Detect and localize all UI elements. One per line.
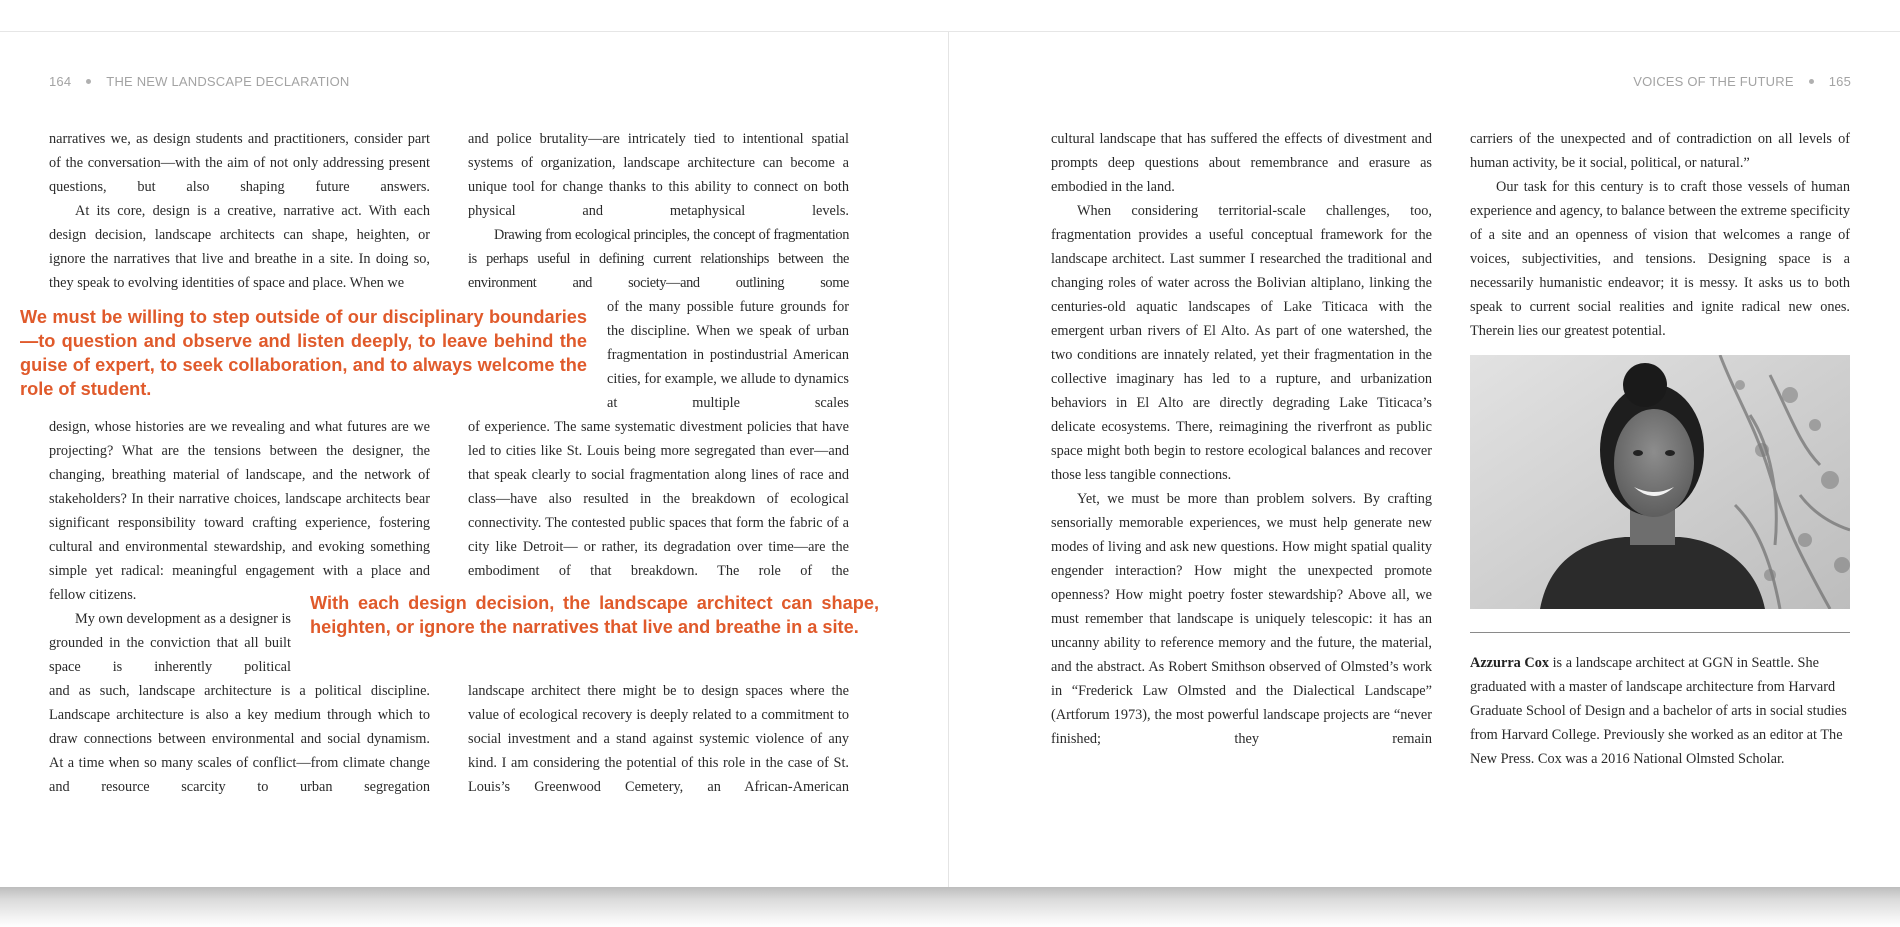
left-col2-para-d: of experience. The same systematic divestment policies that have led to cities like St. Louis being more segregated than ever—and that speak clearly to social fragmentation along lines of race and class—have also resulted in the breakdown of ecological connectivity. The contested public spaces that form the fabric of a city like Detroit— or rather, its degradation over time—are the embodiment of that breakdown. The role of the [468,419,849,579]
right-running-title: VOICES OF THE FUTURE [1633,74,1794,89]
left-col2-para-c: of the many possible future grounds for the discipline. When we speak of urban fragmentation in postindustrial American cities, for example, we allude to dynamics at multiple scales [607,299,849,411]
left-running-head [49,74,350,89]
caption-rule [1470,632,1850,633]
left-col2-para-b: Drawing from ecological principles, the concept of fragmentation is perhaps useful in defining current relationships between the environment and society—and outlining some [468,227,849,291]
book-gutter [948,32,949,887]
left-col1-para-e: and as such, landscape architecture is a political discipline. Landscape architecture is also a key medium through which to draw connections between environmental and social dynamism. At a time when so many scales of conflict—from climate change and resource scarcity to urban segregation [49,683,430,795]
left-running-title: THE NEW LANDSCAPE DECLARATION [106,74,350,89]
left-page-number: 164 [49,74,72,89]
right-col1-para-a: cultural landscape that has suffered the effects of divestment and prompts deep questions about remembrance and erasure as embodied in the land. [1051,131,1432,195]
author-name: Azzurra Cox [1470,655,1550,671]
page-shadow [0,887,1900,927]
left-col1-para-a: narratives we, as design students and practitioners, consider part of the conversation—with the aim of not only addressing present questions, but also shaping future answers. [49,131,430,195]
folio-dot [1809,79,1814,84]
right-col1-para-b: When considering territorial-scale challenges, too, fragmentation provides a useful conceptual framework for the landscape architect. Last summer I researched the traditional and changing roles of water across the Bolivian altiplano, linking the centuries-old aquatic landscapes of Lake Titicaca with the emergent urban rivers of El Alto. As part of one watershed, the two conditions are innately related, yet their fragmentation in the collective imaginary has led to a rupture, and urbanization behaviors in El Alto are directly degrading Lake Titicaca’s delicate ecosystems. There, reimagining the riverfront as public space might both begin to restore ecological balances and recover those less tangible connections. [1051,203,1432,483]
left-col1-para-d: My own development as a designer is grounded in the conviction that all built space is inherently political [49,611,291,675]
author-bio-text: is a landscape architect at GGN in Seattle. She graduated with a master of landscape architecture from Harvard Graduate School of Design and a bachelor of arts in social studies from Harvard College. Previously she worked as an editor at The New Press. Cox was a 2016 National Olmsted Scholar. [1470,655,1847,767]
right-page-number: 165 [1828,74,1851,89]
author-portrait-photo [1470,355,1850,609]
folio-dot [86,79,91,84]
top-rule [0,0,1900,32]
portrait-image [1470,355,1850,609]
author-bio [1470,651,1850,771]
right-col2-para-a: carriers of the unexpected and of contradiction on all levels of human activity, be it social, political, or natural.” [1470,131,1850,171]
left-col2-para-a: and police brutality—are intricately tied to intentional spatial systems of organization, landscape architecture can become a unique tool for change thanks to this ability to connect on both physical and metaphysical levels. [468,131,849,219]
right-running-head [1633,74,1851,89]
left-col1-para-b: At its core, design is a creative, narrative act. With each design decision, landscape architects can shape, heighten, or ignore the narratives that live and breathe in a site. In doing so, they speak to evolving identities of space and place. When we [49,203,430,291]
left-col1-para-c: design, whose histories are we revealing and what futures are we projecting? What are the tensions between the designer, the changing, breathing material of landscape, and the network of stakeholders? In their narrative choices, landscape architects bear significant responsibility toward crafting experience, fostering cultural and environmental stewardship, and evoking something simple yet radical: meaningful engagement with a place and fellow citizens. [49,419,430,603]
pull-quote-2: With each design decision, the landscape architect can shape, heighten, or ignore the narratives that live and breathe in a site. [310,593,879,637]
right-col1-para-c: Yet, we must be more than problem solvers. By crafting sensorially memorable experiences, we must help generate new modes of living and ask new questions. How might spatial quality engender interaction? How might the unexpected promote openness? How might poetry foster stewardship? Above all, we must remember that landscape is uniquely telescopic: it has an uncanny ability to reference memory and the future, the material, and the abstract. As Robert Smithson observed of Olmsted’s work in “Frederick Law Olmsted and the Dialectical Landscape” (Artforum 1973), the most powerful landscape projects are “never finished; they remain [1051,491,1432,747]
pull-quote-1: We must be willing to step outside of our disciplinary boundaries—to question and observe and listen deeply, to leave behind the guise of expert, to seek collaboration, and to always welcome the role of student. [20,307,587,399]
left-col2-para-e: landscape architect there might be to design spaces where the value of ecological recovery is deeply related to a commitment to social investment and a stand against systemic violence of any kind. I am considering the potential of this role in the case of St. Louis’s Greenwood Cemetery, an African-American [468,683,849,795]
right-col2-para-b: Our task for this century is to craft those vessels of human experience and agency, to balance between the extreme specificity of a site and an openness of vision that welcomes a range of voices, subjectivities, and tensions. Designing space is a necessarily humanistic endeavor; it is messy. It asks us to both speak to current social realities and ignite radical new ones. Therein lies our greatest potential. [1470,179,1850,339]
